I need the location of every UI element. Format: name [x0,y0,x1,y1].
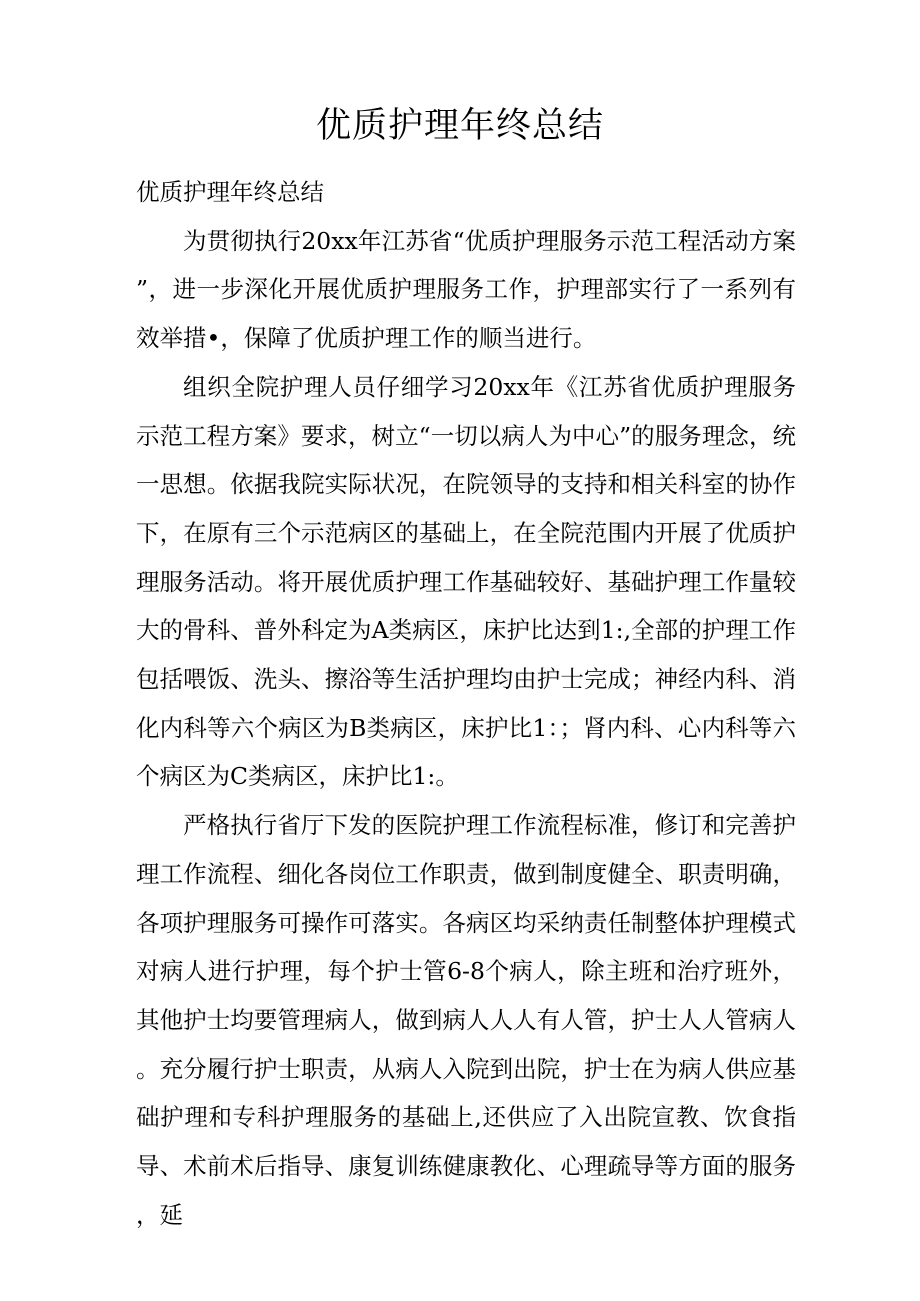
document-body [136,168,796,1239]
document-title: 优质护理年终总结 [315,106,604,146]
paragraph-3: 严格执行省厅下发的医院护理工作流程标准，修订和完善护理工作流程、细化各岗位工作职责，做到制度健全、职责明确，各项护理服务可操作可落实。各病区均采纳责任制整体护理模式对病人进行护理，每个护士管6-8个病人，除主班和治疗班外，其他护士均要管理病人，做到病人人人有人管，护士人人管病人。充分履行护士职责，从病人入院到出院，护士在为病人供应基础护理和专科护理服务的基础上,还供应了入出院宣教、饮食指导、术前术后指导、康复训练健康教化、心理疏导等方面的服务，延 [136,811,796,1229]
document-subtitle: 优质护理年终总结 [136,178,324,206]
paragraph-1: 为贯彻执行20xx年江苏省“优质护理服务示范工程活动方案”，进一步深化开展优质护理服务工作，护理部实行了一系列有效举措•，保障了优质护理工作的顺当进行。 [136,226,796,353]
paragraph-2: 组织全院护理人员仔细学习20xx年《江苏省优质护理服务示范工程方案》要求，树立“一切以病人为中心”的服务理念，统一思想。依据我院实际状况，在院领导的支持和相关科室的协作下，在原有三个示范病区的基础上，在全院范围内开展了优质护理服务活动。将开展优质护理工作基础较好、基础护理工作量较大的骨科、普外科定为A类病区，床护比达到1:,全部的护理工作包括喂饭、洗头、擦浴等生活护理均由护士完成；神经内科、消化内科等六个病区为B类病区，床护比1：；肾内科、心内科等六个病区为C类病区，床护比1:。 [136,372,796,791]
